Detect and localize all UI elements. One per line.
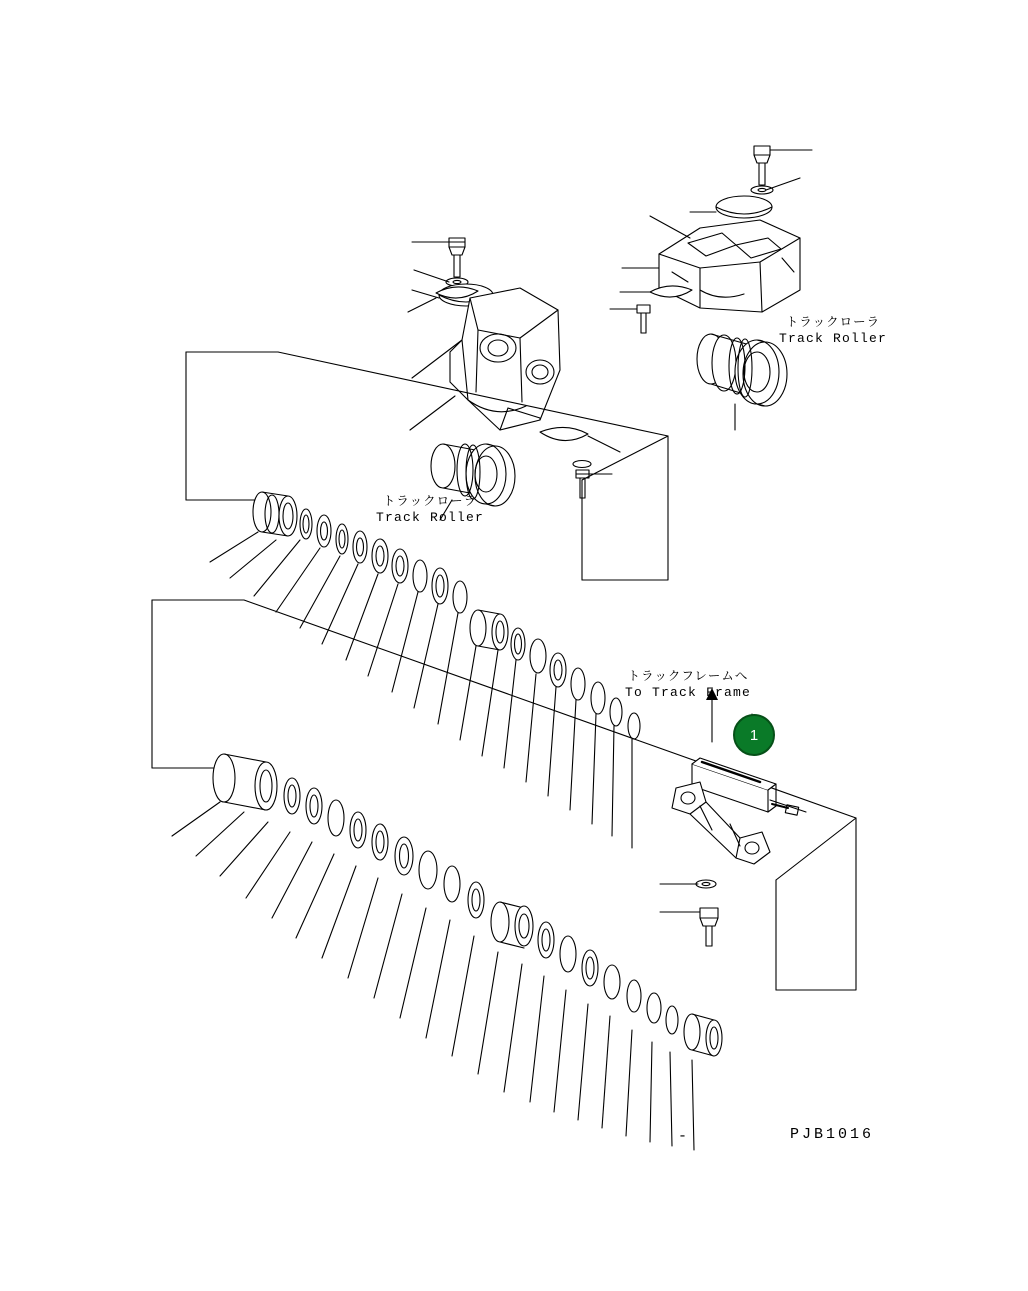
ring-l7 bbox=[419, 851, 437, 889]
bushing-lower bbox=[213, 754, 277, 810]
link-eye-right bbox=[736, 832, 770, 864]
label-en: Track Roller bbox=[778, 330, 887, 346]
ring-u2 bbox=[317, 515, 331, 547]
ld-u1 bbox=[210, 532, 258, 562]
label-jp: トラックローラ bbox=[382, 494, 478, 508]
figure-dash: - bbox=[678, 1128, 688, 1145]
spacer-upper bbox=[470, 610, 508, 650]
ld-l15 bbox=[530, 976, 544, 1102]
ld-b4 bbox=[700, 806, 712, 830]
leader-c4 bbox=[408, 298, 436, 312]
ring-u1 bbox=[300, 509, 312, 539]
label-to-track-frame bbox=[613, 669, 763, 701]
bolt-side-upper-right bbox=[637, 305, 650, 333]
leader-c2 bbox=[414, 270, 449, 282]
ld-l12 bbox=[452, 936, 474, 1056]
ring-l2 bbox=[306, 788, 322, 824]
bushing-upper bbox=[253, 492, 297, 536]
cap-upper-right bbox=[716, 196, 772, 218]
ld-l2 bbox=[196, 812, 244, 856]
bolt-bottom-2 bbox=[700, 908, 718, 946]
ld-u9 bbox=[392, 592, 418, 692]
ld-u8 bbox=[368, 584, 398, 676]
ring-u6 bbox=[392, 549, 408, 583]
ld-l11 bbox=[426, 920, 450, 1038]
leader-2 bbox=[766, 178, 800, 190]
roller-bracket-upper-right bbox=[659, 220, 800, 312]
leader-c3 bbox=[412, 290, 439, 298]
track-frame-link-assembly bbox=[660, 688, 806, 946]
ld-l4 bbox=[246, 832, 290, 898]
ld-u11 bbox=[438, 613, 458, 724]
leader-c6 bbox=[410, 396, 455, 430]
ring-u15 bbox=[610, 698, 622, 726]
ring-l4 bbox=[350, 812, 366, 848]
ring-l9 bbox=[468, 882, 484, 918]
ld-u12 bbox=[460, 646, 476, 740]
ring-u14 bbox=[591, 682, 605, 714]
ld-l21 bbox=[670, 1052, 672, 1146]
link-eye-left bbox=[672, 782, 706, 814]
ring-l16 bbox=[666, 1006, 678, 1034]
ring-u13 bbox=[571, 668, 585, 700]
ld-u15 bbox=[526, 674, 536, 782]
bushing-end-lower bbox=[684, 1014, 722, 1056]
ld-u6 bbox=[322, 564, 358, 644]
ring-l11 bbox=[560, 936, 576, 972]
ring-u3 bbox=[336, 524, 348, 554]
ring-l15 bbox=[647, 993, 661, 1023]
upper-right-roller-group bbox=[610, 146, 812, 430]
center-roller-group bbox=[408, 238, 620, 520]
ring-l13 bbox=[604, 965, 620, 999]
ld-l14 bbox=[504, 964, 522, 1092]
ld-l13 bbox=[478, 952, 498, 1074]
panel-upper bbox=[186, 352, 668, 580]
ring-l8 bbox=[444, 866, 460, 902]
ld-b5 bbox=[730, 824, 740, 846]
ring-u10 bbox=[511, 628, 525, 660]
lower-parts-row bbox=[172, 754, 722, 1150]
bolt-upper-right bbox=[754, 146, 770, 185]
ring-u16 bbox=[628, 713, 640, 739]
ring-l12 bbox=[582, 950, 598, 986]
washer-upper-right bbox=[751, 186, 773, 194]
ld-l16 bbox=[554, 990, 566, 1112]
label-jp: トラックフレームへ bbox=[627, 669, 749, 683]
callout-item-1[interactable] bbox=[733, 714, 775, 756]
ld-l17 bbox=[578, 1004, 588, 1120]
ring-u7 bbox=[413, 560, 427, 592]
ring-l6 bbox=[395, 837, 413, 875]
label-en: Track Roller bbox=[375, 509, 484, 525]
ring-u8 bbox=[432, 568, 448, 604]
leader-c5 bbox=[412, 340, 462, 378]
leader-c8 bbox=[588, 436, 620, 452]
ring-u4 bbox=[353, 531, 367, 563]
ld-l3 bbox=[220, 822, 268, 876]
ring-u9 bbox=[453, 581, 467, 613]
ld-u10 bbox=[414, 604, 438, 708]
ring-l1 bbox=[284, 778, 300, 814]
spacer-lower bbox=[491, 902, 533, 948]
ld-l19 bbox=[626, 1030, 632, 1136]
label-track-roller-upper-right bbox=[760, 315, 906, 347]
ld-u18 bbox=[592, 714, 596, 824]
ld-l20 bbox=[650, 1042, 652, 1142]
ld-u4 bbox=[276, 548, 320, 612]
ld-l9 bbox=[374, 894, 402, 998]
ring-l10 bbox=[538, 922, 554, 958]
label-jp: トラックローラ bbox=[785, 315, 881, 329]
ld-l1 bbox=[172, 802, 220, 836]
ld-u14 bbox=[504, 660, 516, 768]
leader-4 bbox=[650, 216, 690, 238]
ld-l5 bbox=[272, 842, 312, 918]
ring-l14 bbox=[627, 980, 641, 1012]
ld-l8 bbox=[348, 878, 378, 978]
callout-number: 1 bbox=[749, 726, 759, 744]
bolt-bottom-1 bbox=[696, 880, 716, 888]
ld-l7 bbox=[322, 866, 356, 958]
ring-l3 bbox=[328, 800, 344, 836]
ld-u16 bbox=[548, 687, 556, 796]
label-track-roller-center bbox=[357, 494, 503, 526]
ld-u19 bbox=[612, 726, 614, 836]
plate-center-lower bbox=[540, 427, 588, 440]
bolt-center bbox=[449, 238, 465, 277]
ring-u12 bbox=[550, 653, 566, 687]
label-en: To Track Frame bbox=[624, 684, 752, 700]
ld-l22 bbox=[692, 1060, 694, 1150]
ring-l5 bbox=[372, 824, 388, 860]
ring-u11 bbox=[530, 639, 546, 673]
ld-l6 bbox=[296, 854, 334, 938]
ld-l18 bbox=[602, 1016, 610, 1128]
figure-code: PJB1016 bbox=[790, 1126, 875, 1143]
ld-u7 bbox=[346, 574, 378, 660]
ld-u13 bbox=[482, 650, 498, 756]
ld-l10 bbox=[400, 908, 426, 1018]
ring-u5 bbox=[372, 539, 388, 573]
